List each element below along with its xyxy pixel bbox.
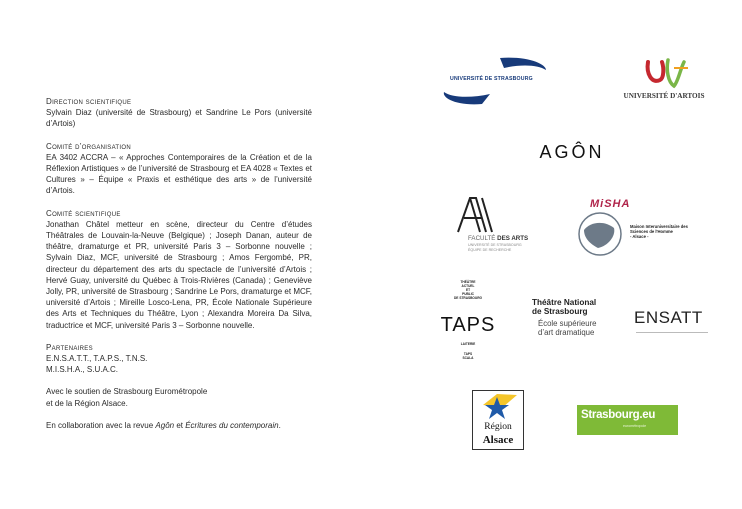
direction-text: Sylvain Diaz (université de Strasbourg) et Sandrine Le Pors (université d’Artois) (46, 108, 312, 129)
partners-line-1: E.N.S.A.T.T., T.A.P.S., T.N.S. (46, 354, 148, 364)
taps-small-7: TAPS (463, 352, 473, 356)
direction-section (46, 96, 312, 130)
alsace-line-1: Région (484, 422, 512, 432)
misha-word: MiSHA (590, 198, 631, 210)
alsace-star-icon (473, 391, 523, 423)
scientific-text: Jonathan Châtel metteur en scène, directeur du Centre d’études Théâtrales de Louvain-la-Neuve (Belgique) ; Joseph Danan, auteur de théâtre, dramaturge et PR, université Paris 3 – Sorbonne nouvelle ; Sylvain Diaz, MCF, université de Strasbourg ; Amos Fergombé, PR, directeur du département des arts du spectacle de l’université d’Artois ; Hervé Guay, université du Québec à Trois-Rivières (Canada) ; Geneviève Jolly, PR, université de Strasbourg ; Sandrine Le Pors, dramaturge et MCF, université d’Artois ; Mireille Losco-Lena, PR, École Nationale Supérieure des Arts et Techniques du Théâtre, Lyon ; Alexandra Moreira Da Silva, traductrice et MCF, université Paris 3 – Sorbonne nouvelle. (46, 219, 312, 330)
organisation-title: Comité d’organisation (46, 141, 131, 151)
strasbourg-eu-sub: eurométropole (623, 424, 647, 428)
taps-small-6: LAITERIE (460, 342, 476, 346)
tns-line-2: de Strasbourg (532, 307, 588, 316)
tns-line-3: École supérieure (538, 319, 597, 328)
taps-small-8: SCALA (462, 356, 474, 360)
organisation-text: EA 3402 ACCRA – « Approches Contemporaires de la Création et de la Réflexion Artistiques » de l’université de Strasbourg et EA 4028 « Textes et Cultures » – Équipe « Praxis et esthétique des arts » de l’université d’Artois. (46, 152, 312, 196)
artois-mark-icon (618, 56, 710, 92)
unistra-swoosh-icon (442, 56, 550, 108)
scientific-section (46, 208, 312, 331)
taps-small-2: ACTUEL (461, 284, 475, 288)
faculte-sub-2: ÉQUIPE DE RECHERCHE (468, 248, 512, 252)
support-line-2: et de la Région Alsace. (46, 398, 128, 408)
ensatt-underline (636, 332, 708, 333)
unistra-logo (442, 56, 550, 108)
partners-line-2: M.I.S.H.A., S.U.A.C. (46, 365, 119, 375)
ensatt-name: ENSATT (634, 308, 703, 327)
organisation-section (46, 141, 312, 197)
ensatt-logo (632, 308, 712, 338)
taps-small-4: PUBLIC (462, 292, 474, 296)
faculte-a-icon (456, 196, 496, 234)
collaboration-ecritures: Écritures du contemporain (185, 420, 279, 430)
credits-column (46, 96, 312, 442)
tns-line-1: Théâtre National (532, 298, 597, 307)
support-line-1: Avec le soutien de Strasbourg Eurométropole (46, 387, 208, 397)
faculte-des-arts-logo (456, 196, 540, 256)
taps-small-1: THÉÂTRE (460, 280, 476, 284)
misha-line-1: Maison Interuniversitaire des (630, 224, 688, 229)
collaboration-mid: et (174, 420, 186, 430)
misha-line-2: Sciences de l'Homme (630, 229, 673, 234)
agon-name: AGÔN (539, 142, 605, 162)
taps-logo (438, 280, 498, 364)
faculte-name-bold: DES ARTS (497, 235, 529, 242)
misha-line-3: - Alsace - (630, 234, 649, 239)
agon-logo (536, 138, 608, 168)
tns-logo (532, 298, 612, 338)
faculte-name (468, 235, 528, 242)
taps-small-5: DE STRASBOURG (454, 296, 482, 300)
scientific-title: Comité scientifique (46, 208, 121, 218)
tns-line-4: d’art dramatique (538, 328, 595, 337)
collaboration-agon: Agôn (155, 420, 175, 430)
artois-name: UNIVERSITÉ D'ARTOIS (623, 92, 705, 100)
direction-title: Direction scientifique (46, 97, 132, 106)
collaboration-prefix: En collaboration avec la revue (46, 420, 156, 430)
strasbourg-eu-name: Strasbourg.eu (581, 409, 656, 421)
faculte-sub-1: UNIVERSITÉ DE STRASBOURG (468, 243, 522, 247)
artois-logo (618, 56, 710, 106)
taps-small-3: ET (465, 288, 471, 292)
collaboration-section (46, 420, 312, 431)
taps-name: TAPS (440, 314, 496, 336)
support-section (46, 386, 312, 408)
unistra-name: UNIVERSITÉ DE STRASBOURG (450, 76, 533, 82)
partners-section (46, 342, 312, 376)
strasbourg-eu-logo (577, 405, 678, 435)
collaboration-suffix: . (278, 420, 281, 430)
partners-title: Partenaires (46, 342, 93, 352)
region-alsace-logo (472, 390, 524, 450)
alsace-line-2: Alsace (482, 434, 514, 446)
misha-logo (574, 196, 702, 258)
faculte-name-prefix: FACULTÉ (468, 235, 498, 242)
